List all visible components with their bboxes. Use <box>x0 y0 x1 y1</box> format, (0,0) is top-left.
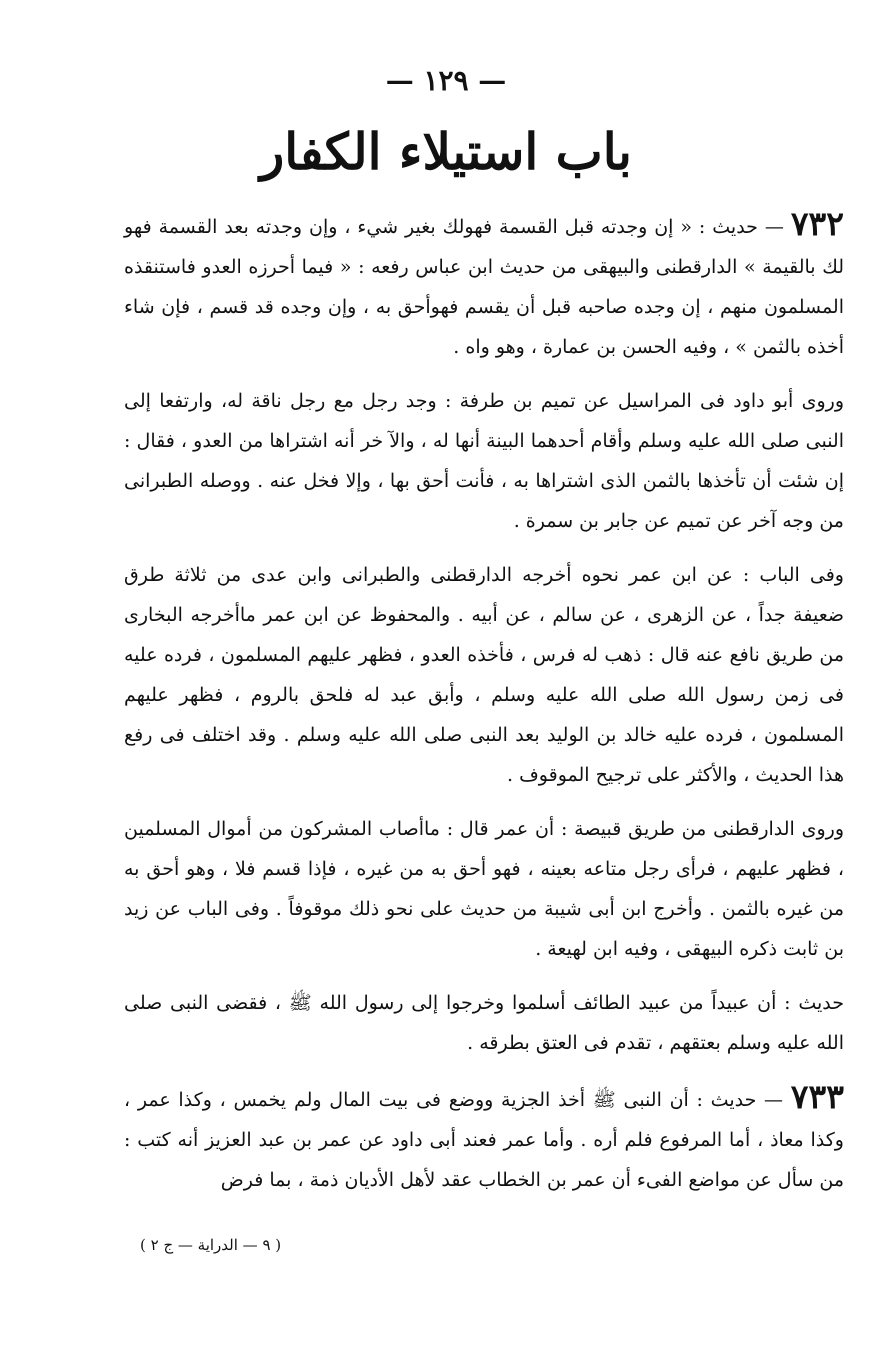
paragraph-text: وروى أبو داود فى المراسيل عن تميم بن طرفة : وجد رجل مع رجل ناقة له، وارتفعا إلى النبى صلى الله عليه وسلم وأقام أحدهما البينة أنها له ، والآ خر أنه اشتراها من العدو ، فقال : إن شئت أن تأخذها بالثمن الذى اشتراها به ، فأنت أحق بها ، وإلا فخل عنه . ووصله الطبرانى من وجه آخر عن تميم عن جابر بن سمرة . <box>124 390 844 532</box>
hadith-paragraph-733 <box>124 1077 844 1200</box>
hadith-number: ٧٣٣ <box>790 1077 844 1116</box>
paragraph-text: وفى الباب : عن ابن عمر نحوه أخرجه الدارقطنى والطبرانى وابن عدى من ثلاثة طرق ضعيفة جداً ، عن الزهرى ، عن سالم ، عن أبيه . والمحفوظ عن ابن عمر ماأخرجه البخارى من طريق نافع عنه قال : ذهب له فرس ، فأخذه العدو ، فظهر عليهم المسلمون ، فرده عليه فى زمن رسول الله صلى الله عليه وسلم ، وأبق عبد له فلحق بالروم ، فظهر عليهم المسلمون ، فرده عليه خالد بن الوليد بعد النبى صلى الله عليه وسلم . وقد اختلف فى رفع هذا الحديث ، والأكثر على ترجيح الموقوف . <box>124 564 844 786</box>
paragraph-text: وروى الدارقطنى من طريق قبيصة : أن عمر قال : ماأصاب المشركون من أموال المسلمين ، فظهر عليهم ، فرأى رجل متاعه بعينه ، فهو أحق به من غيره ، فإذا قسم فلا ، وهو أحق به من غيره بالثمن . وأخرج ابن أبى شيبة من حديث على نحو ذلك موقوفاً . وفى الباب عن زيد بن ثابت ذكره البيهقى ، وفيه ابن لهيعة . <box>124 818 844 960</box>
signature-mark: ( ٩ — الدراية — ج ٢ ) <box>140 1236 282 1254</box>
paragraph-text: حديث : أن عبيداً من عبيد الطائف أسلموا وخرجوا إلى رسول الله ﷺ ، فقضى النبى صلى الله عليه وسلم بعتقهم ، تقدم فى العتق بطرقه . <box>124 992 844 1054</box>
paragraph <box>124 381 844 541</box>
paragraph-text: — حديث : أن النبى ﷺ أخذ الجزية ووضع فى بيت المال ولم يخمس ، وكذا عمر ، وكذا معاذ ، أما المرفوع فلم أره . وأما عمر فعند أبى داود عن عمر بن عبد العزيز أنه كتب : من سأل عن مواضع الفىء أن عمر بن الخطاب عقد لأهل الأديان ذمة ، بما فرض <box>124 1089 844 1191</box>
paragraph <box>124 555 844 795</box>
paragraph <box>124 983 844 1063</box>
body-text <box>124 204 844 1200</box>
hadith-paragraph-732 <box>124 204 844 367</box>
paragraph-text: — حديث : « إن وجدته قبل القسمة فهولك بغير شيء ، وإن وجدته بعد القسمة فهو لك بالقيمة » الدارقطنى والبيهقى من حديث ابن عباس رفعه : « فيما أحرزه العدو فاستنقذه المسلمون منهم ، إن وجده صاحبه قبل أن يقسم فهوأحق به ، وإن وجده قد قسم ، فإن شاء أخذه بالثمن » ، وفيه الحسن بن عمارة ، وهو واه . <box>124 216 844 358</box>
page-number: — ١٢٩ — <box>385 64 507 97</box>
paragraph <box>124 809 844 969</box>
chapter-title: باب استيلاء الكفار <box>260 122 632 181</box>
hadith-number: ٧٣٢ <box>790 204 844 243</box>
